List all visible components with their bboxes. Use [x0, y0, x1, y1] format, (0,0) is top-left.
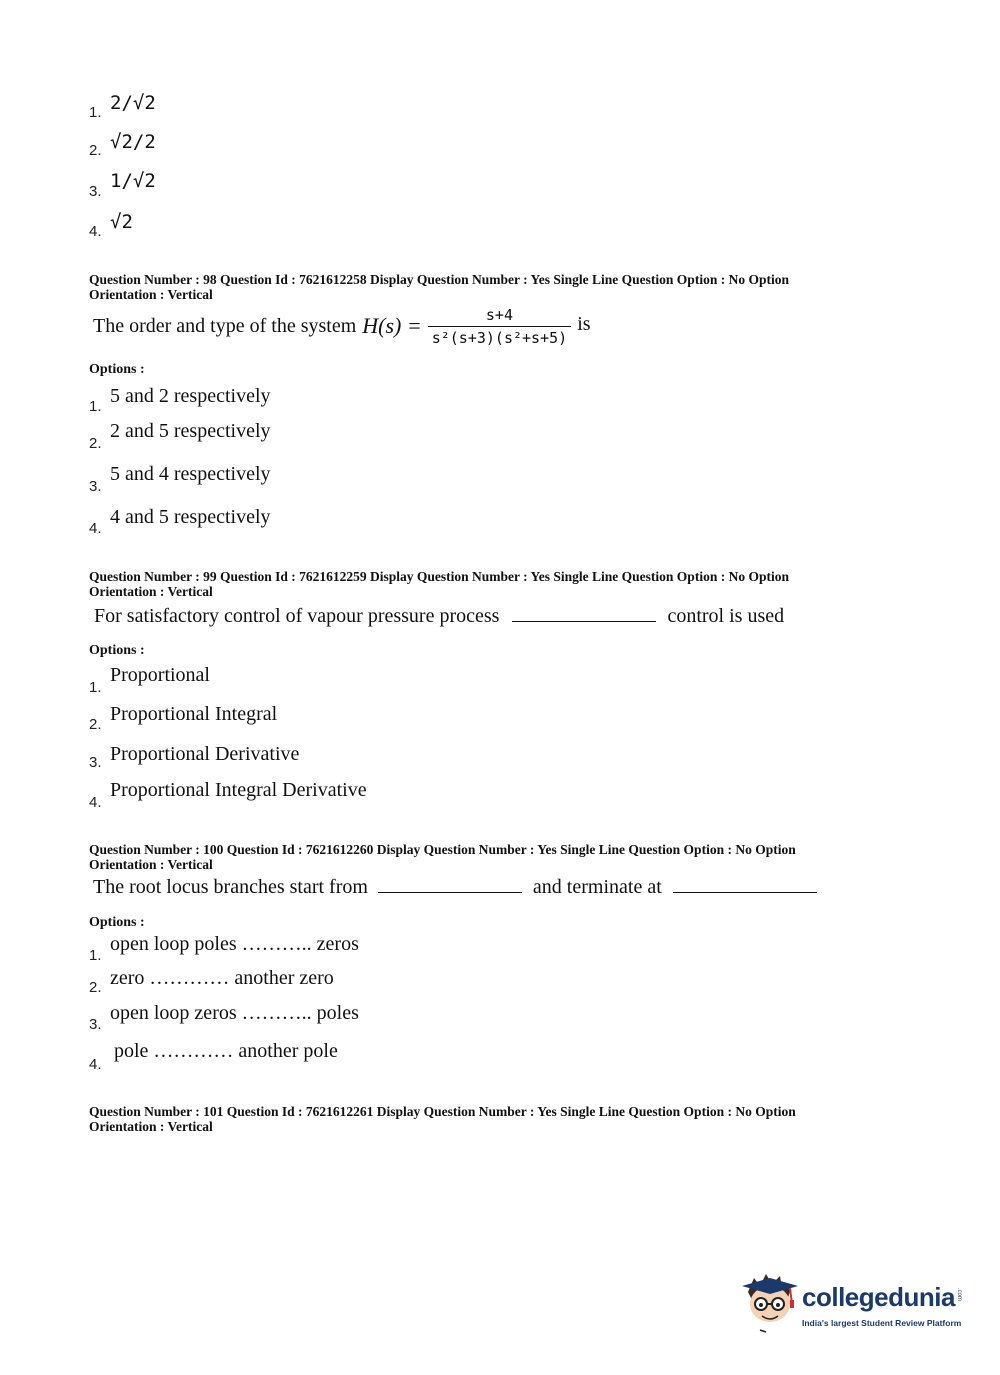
- option-number: 2.: [89, 142, 102, 159]
- stem-lhs: H(s) =: [362, 313, 422, 338]
- option-number: 4.: [89, 1056, 102, 1073]
- stem-part-2: and terminate at: [532, 876, 662, 898]
- option-number: 3.: [89, 183, 102, 200]
- option-number: 3.: [89, 754, 102, 771]
- option-text: Proportional Integral: [110, 703, 278, 725]
- question-meta-line: Question Number : 100 Question Id : 7621612260 Display Question Number : Yes Single Line Question Option : No Option: [89, 842, 796, 857]
- option-number: 2.: [89, 435, 102, 452]
- question-meta-line: Orientation : Vertical: [89, 584, 213, 599]
- option-number: 1.: [89, 947, 102, 964]
- logo-tagline: India's largest Student Review Platform: [802, 1318, 962, 1328]
- option-text: √2: [110, 211, 133, 233]
- transfer-function-fraction: [428, 306, 571, 347]
- option-text: zero ………… another zero: [110, 967, 334, 989]
- option-text: 5 and 2 respectively: [110, 385, 271, 407]
- option-number: 4.: [89, 520, 102, 537]
- option-number: 2.: [89, 979, 102, 996]
- option-number: 4.: [89, 794, 102, 811]
- question-meta-line: Orientation : Vertical: [89, 1119, 213, 1134]
- option-text: open loop zeros ……….. poles: [110, 1002, 359, 1024]
- option-text: 1/√2: [110, 170, 156, 192]
- option-text: 2/√2: [110, 92, 156, 114]
- question-stem: [93, 300, 591, 352]
- fill-in-blank: [512, 605, 656, 622]
- question-meta-line: Orientation : Vertical: [89, 287, 213, 302]
- question-meta: [89, 842, 869, 872]
- option-text: 5 and 4 respectively: [110, 463, 271, 485]
- fraction-numerator: s+4: [428, 306, 571, 327]
- question-meta-line: Question Number : 101 Question Id : 7621612261 Display Question Number : Yes Single Line Question Option : No Option: [89, 1104, 796, 1119]
- mascot-icon: [740, 1270, 800, 1336]
- question-stem: [94, 605, 784, 628]
- option-number: 4.: [89, 223, 102, 240]
- option-text: Proportional Integral Derivative: [110, 779, 367, 801]
- option-number: 1.: [89, 679, 102, 696]
- stem-suffix: is: [577, 312, 591, 335]
- option-text: Proportional: [110, 664, 210, 686]
- stem-prefix: The order and type of the system: [93, 314, 357, 337]
- fill-in-blank: [378, 876, 522, 893]
- question-meta-line: Question Number : 99 Question Id : 7621612259 Display Question Number : Yes Single Line Question Option : No Option: [89, 569, 789, 584]
- collegedunia-logo: [740, 1268, 970, 1340]
- options-label: Options :: [89, 915, 145, 930]
- question-meta-line: Orientation : Vertical: [89, 857, 213, 872]
- option-text: open loop poles ……….. zeros: [110, 933, 359, 955]
- question-meta-line: Question Number : 98 Question Id : 7621612258 Display Question Number : Yes Single Line Question Option : No Option: [89, 272, 789, 287]
- question-meta: [89, 1104, 869, 1134]
- question-stem: [93, 876, 817, 899]
- logo-wordmark: collegedunia: [802, 1282, 955, 1312]
- option-number: 1.: [89, 398, 102, 415]
- fraction-denominator: s²(s+3)(s²+s+5): [431, 328, 568, 347]
- options-label: Options :: [89, 643, 145, 658]
- logo-suffix: .com: [956, 1288, 962, 1302]
- option-number: 1.: [89, 104, 102, 121]
- question-meta: [89, 272, 869, 302]
- stem-part-2: control is used: [667, 605, 785, 627]
- options-label: Options :: [89, 362, 145, 377]
- option-number: 2.: [89, 716, 102, 733]
- stem-part-1: For satisfactory control of vapour pressure process: [94, 605, 500, 627]
- fill-in-blank: [673, 876, 817, 893]
- option-text: 4 and 5 respectively: [110, 506, 271, 528]
- option-number: 3.: [89, 478, 102, 495]
- stem-part-1: The root locus branches start from: [93, 876, 368, 898]
- option-text: pole ………… another pole: [114, 1040, 338, 1062]
- option-text: 2 and 5 respectively: [110, 420, 271, 442]
- option-text: √2/2: [110, 131, 156, 153]
- option-number: 3.: [89, 1016, 102, 1033]
- question-meta: [89, 569, 869, 599]
- option-text: Proportional Derivative: [110, 743, 300, 765]
